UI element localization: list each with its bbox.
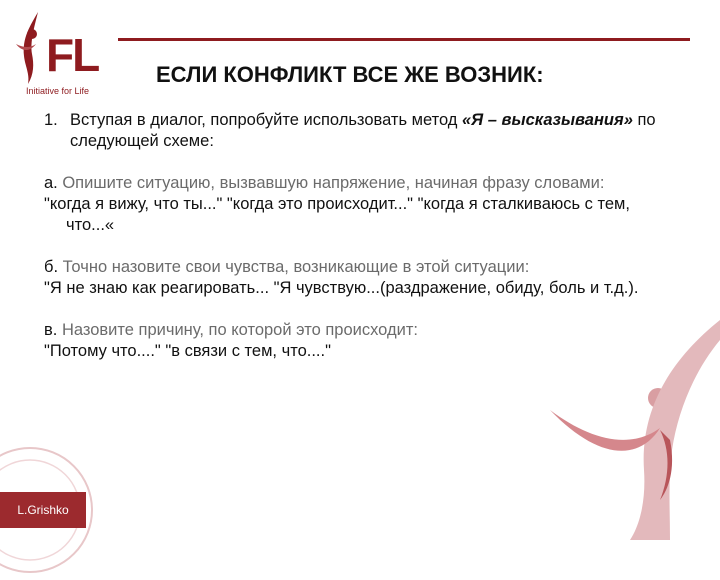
list-item-text [70, 110, 656, 152]
item-text-start: Вступая в диалог, попробуйте использовать метод [70, 111, 462, 129]
step-c-text: Назовите причину, по которой это происходит: [57, 321, 418, 339]
step-b-letter: б. [44, 258, 59, 276]
content-body [44, 110, 656, 362]
step-a-instruction [44, 173, 656, 194]
step-a-letter: а. [44, 174, 58, 192]
logo-figure-icon [8, 8, 48, 88]
item-text-end: по следующей схеме: [70, 111, 656, 150]
author-badge [0, 492, 86, 528]
page-title: ЕСЛИ КОНФЛИКТ ВСЕ ЖЕ ВОЗНИК: [156, 62, 544, 87]
step-b-text: Точно назовите свои чувства, возникающие в этой ситуации: [58, 258, 530, 276]
title-divider [118, 38, 690, 41]
step-a-example: "когда я вижу, что ты..." "когда это происходит..." "когда я сталкиваюсь с тем, что...« [44, 195, 630, 234]
logo-wordmark: FL [46, 29, 99, 81]
method-name: «Я – высказывания» [462, 111, 633, 129]
step-c-letter: в. [44, 321, 58, 339]
logo [8, 8, 108, 104]
step-a-text: Опишите ситуацию, вызвавшую напряжение, начиная фразу словами: [57, 174, 605, 192]
logo-tagline: Initiative for Life [26, 86, 90, 96]
step-b-example: "Я не знаю как реагировать... "Я чувствую...(раздражение, обиду, боль и т.д.). [44, 279, 639, 297]
step-c-instruction [44, 320, 656, 341]
list-number: 1. [44, 111, 58, 129]
author-name: L.Grishko [17, 503, 69, 517]
list-item-1 [44, 110, 656, 152]
step-c-example: "Потому что...." "в связи с тем, что...." [44, 342, 331, 360]
step-b-instruction [44, 257, 656, 278]
